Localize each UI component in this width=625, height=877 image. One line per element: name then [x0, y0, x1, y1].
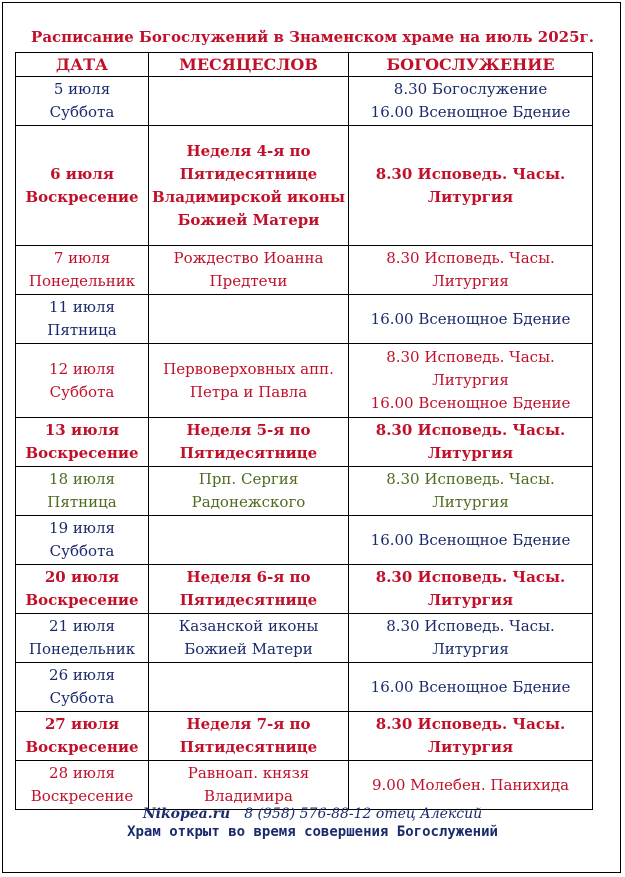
table-row: [16, 418, 593, 467]
date-cell-line: 11 июля: [49, 298, 115, 316]
phone-contact: 8 (958) 576-88-12 отец Алексий: [244, 806, 483, 822]
menology-cell: [149, 77, 349, 126]
table-row: [16, 467, 593, 516]
service-cell: [349, 126, 593, 246]
date-cell-line: 5 июля: [53, 80, 111, 98]
service-cell-line: 8.30 Исповедь. Часы.: [386, 617, 555, 635]
menology-cell: [149, 295, 349, 344]
menology-cell-line: Владимира: [204, 787, 293, 805]
date-cell-line: Воскресение: [30, 787, 134, 805]
opening-note: Храм открыт во время совершения Богослужений: [127, 824, 498, 840]
date-cell: [16, 761, 149, 810]
date-cell-line: 18 июля: [49, 470, 115, 488]
date-cell-line: Воскресение: [25, 444, 139, 462]
menology-cell-line: Петра и Павла: [189, 382, 308, 401]
contact-line: [0, 806, 625, 822]
date-cell-line: Суббота: [49, 103, 115, 121]
date-cell-line: 19 июля: [49, 519, 115, 537]
menology-cell: [149, 565, 349, 614]
menology-cell-line: Неделя 4-я по: [186, 141, 311, 160]
service-cell: [349, 516, 593, 565]
table-row: [16, 712, 593, 761]
menology-cell-line: Божией Матери: [184, 640, 313, 658]
date-cell-line: Воскресение: [25, 187, 139, 206]
site-link[interactable]: Nikopea.ru: [142, 806, 231, 822]
menology-cell: [149, 663, 349, 712]
service-cell: [349, 246, 593, 295]
menology-cell: [149, 246, 349, 295]
service-cell: [349, 418, 593, 467]
menology-cell-line: Владимирской иконы: [151, 187, 346, 206]
menology-cell-line: Пятидесятнице: [179, 444, 318, 462]
date-cell: [16, 295, 149, 344]
date-cell: [16, 516, 149, 565]
header-service: БОГОСЛУЖЕНИЕ: [349, 53, 593, 77]
menology-cell: [149, 344, 349, 418]
service-cell-line: Литургия: [432, 371, 509, 389]
service-cell: [349, 295, 593, 344]
service-cell: [349, 565, 593, 614]
menology-cell-line: Неделя 5-я по: [186, 421, 311, 439]
date-cell: [16, 126, 149, 246]
date-cell-line: 12 июля: [49, 359, 115, 378]
date-cell-line: 13 июля: [44, 421, 120, 439]
table-row: [16, 126, 593, 246]
date-cell-line: Воскресение: [25, 591, 139, 609]
date-cell-line: 21 июля: [49, 617, 115, 635]
date-cell-line: 6 июля: [50, 164, 114, 183]
service-cell: [349, 761, 593, 810]
date-cell-line: Понедельник: [28, 640, 136, 658]
header-date: ДАТА: [16, 53, 149, 77]
table-row: [16, 614, 593, 663]
service-cell-line: 8.30 Исповедь. Часы.: [375, 421, 566, 439]
table-row: [16, 663, 593, 712]
date-cell: [16, 77, 149, 126]
menology-cell: [149, 516, 349, 565]
date-cell-line: 26 июля: [49, 666, 115, 684]
menology-cell-line: Рождество Иоанна: [173, 249, 324, 267]
service-cell-line: Литургия: [427, 591, 514, 609]
service-cell-line: Литургия: [427, 444, 514, 462]
service-cell-line: 8.30 Исповедь. Часы.: [375, 164, 566, 183]
date-cell: [16, 344, 149, 418]
date-cell-line: Пятница: [47, 321, 117, 339]
service-cell-line: 9.00 Молебен. Панихида: [371, 775, 570, 794]
service-cell-line: 16.00 Всенощное Бдение: [370, 103, 571, 121]
service-cell: [349, 614, 593, 663]
service-cell-line: Литургия: [427, 187, 514, 206]
table-row: [16, 295, 593, 344]
menology-cell-line: Божией Матери: [177, 210, 320, 229]
menology-cell-line: Первоверховных апп.: [163, 359, 334, 378]
menology-cell: [149, 614, 349, 663]
menology-cell-line: Казанской иконы: [178, 617, 319, 635]
menology-cell-line: Пятидесятнице: [179, 738, 318, 756]
menology-cell: [149, 126, 349, 246]
date-cell-line: 27 июля: [44, 715, 120, 733]
table-row: [16, 344, 593, 418]
date-cell-line: 28 июля: [49, 764, 115, 782]
date-cell-line: Понедельник: [28, 272, 136, 290]
service-cell: [349, 77, 593, 126]
service-cell-line: 8.30 Исповедь. Часы.: [386, 348, 555, 366]
date-cell: [16, 565, 149, 614]
page-title: Расписание Богослужений в Знаменском храме на июль 2025г.: [31, 28, 594, 46]
menology-cell: [149, 761, 349, 810]
date-cell-line: 7 июля: [53, 249, 111, 267]
date-cell: [16, 246, 149, 295]
service-cell-line: 8.30 Исповедь. Часы.: [386, 249, 555, 267]
service-cell: [349, 712, 593, 761]
service-cell-line: Литургия: [432, 640, 509, 658]
menology-cell-line: Пятидесятнице: [179, 164, 318, 183]
date-cell-line: Пятница: [47, 493, 117, 511]
service-cell-line: Литургия: [432, 272, 509, 290]
service-cell-line: 16.00 Всенощное Бдение: [370, 394, 571, 412]
date-cell-line: Воскресение: [25, 738, 139, 756]
date-cell: [16, 467, 149, 516]
menology-cell-line: Неделя 7-я по: [186, 715, 311, 733]
header-menology: МЕСЯЦЕСЛОВ: [149, 53, 349, 77]
service-cell-line: 16.00 Всенощное Бдение: [370, 309, 571, 328]
menology-cell-line: Пятидесятнице: [179, 591, 318, 609]
header-row: [16, 53, 593, 77]
date-cell-line: Суббота: [49, 542, 115, 560]
menology-cell-line: Неделя 6-я по: [186, 568, 311, 586]
service-cell-line: Литургия: [432, 493, 509, 511]
date-cell: [16, 663, 149, 712]
table-row: [16, 77, 593, 126]
menology-cell-line: Прп. Сергия: [198, 470, 299, 488]
date-cell: [16, 712, 149, 761]
service-cell: [349, 467, 593, 516]
menology-cell-line: Радонежского: [191, 493, 306, 511]
table-row: [16, 516, 593, 565]
service-cell-line: 16.00 Всенощное Бдение: [370, 677, 571, 696]
menology-cell-line: Предтечи: [209, 272, 288, 290]
service-cell-line: 8.30 Богослужение: [393, 80, 548, 98]
date-cell: [16, 614, 149, 663]
service-cell-line: 8.30 Исповедь. Часы.: [386, 470, 555, 488]
menology-cell-line: Равноап. князя: [187, 764, 310, 782]
service-cell: [349, 663, 593, 712]
service-cell-line: 8.30 Исповедь. Часы.: [375, 715, 566, 733]
table-row: [16, 565, 593, 614]
date-cell-line: 20 июля: [44, 568, 120, 586]
date-cell-line: Суббота: [49, 382, 115, 401]
service-cell-line: 8.30 Исповедь. Часы.: [375, 568, 566, 586]
table-row: [16, 246, 593, 295]
menology-cell: [149, 712, 349, 761]
menology-cell: [149, 467, 349, 516]
service-cell-line: Литургия: [427, 738, 514, 756]
schedule-table: [15, 52, 593, 810]
date-cell-line: Суббота: [49, 689, 115, 707]
service-cell-line: 16.00 Всенощное Бдение: [370, 530, 571, 549]
table-row: [16, 761, 593, 810]
service-cell: [349, 344, 593, 418]
menology-cell: [149, 418, 349, 467]
date-cell: [16, 418, 149, 467]
